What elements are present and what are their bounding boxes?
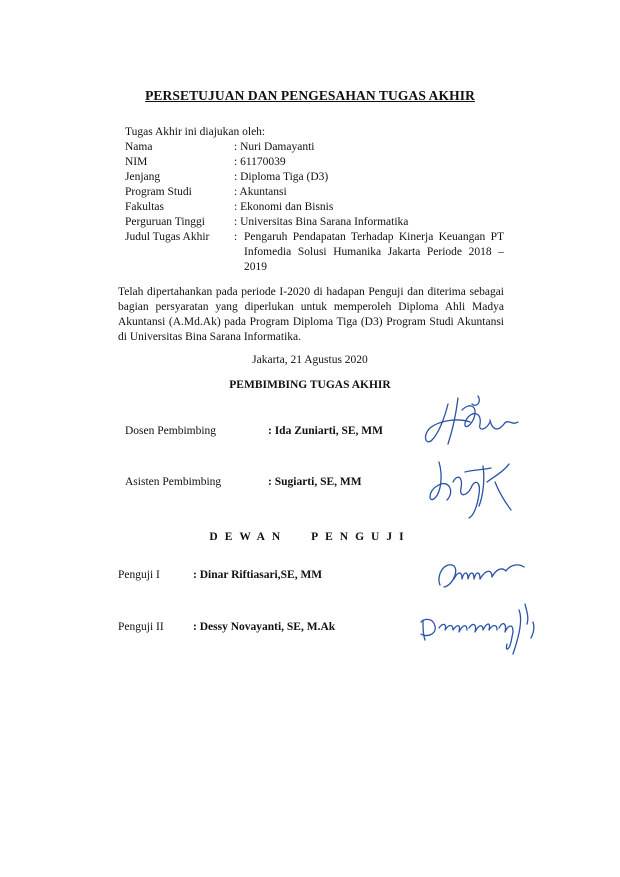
field-value: : (234, 231, 238, 243)
role-label: Penguji I (118, 569, 160, 581)
field-label: Nama (125, 141, 153, 153)
penguji-2-signature (415, 598, 545, 660)
field-value: : 61170039 (234, 156, 286, 168)
field-value: : Ekonomi dan Bisnis (234, 201, 334, 213)
role-label: Penguji II (118, 621, 164, 633)
penguji-1-row (118, 569, 322, 581)
info-row-nim (125, 155, 499, 170)
asisten-pembimbing-row (125, 476, 362, 488)
field-label: Perguruan Tinggi (125, 216, 205, 228)
field-value: : Universitas Bina Sarana Informatika (234, 216, 409, 228)
person-name: : Sugiarti, SE, MM (268, 476, 362, 488)
pembimbing-heading: PEMBIMBING TUGAS AKHIR (229, 379, 391, 391)
person-name: : Dessy Novayanti, SE, M.Ak (193, 621, 336, 633)
person-name: : Ida Zuniarti, SE, MM (268, 425, 384, 437)
role-label: Dosen Pembimbing (125, 425, 217, 437)
field-value: : Akuntansi (234, 186, 287, 198)
dosen-pembimbing-signature (418, 392, 528, 452)
thesis-title: Pengaruh Pendapatan Terhadap Kinerja Keuangan PT Infomedia Solusi Humanika Jakarta Periode 2018 – 2019 (244, 231, 504, 273)
field-value: : Diploma Tiga (D3) (234, 171, 329, 183)
field-label: Judul Tugas Akhir (125, 231, 210, 243)
dewan-penguji-heading: DEWAN PENGUJI (209, 531, 411, 543)
info-row-fakultas (125, 200, 499, 215)
dosen-pembimbing-row (125, 425, 383, 437)
info-row-program-studi (125, 185, 499, 200)
field-label: Fakultas (125, 201, 164, 213)
place-date: Jakarta, 21 Agustus 2020 (252, 354, 368, 366)
page-title: PERSETUJUAN DAN PENGESAHAN TUGAS AKHIR (145, 88, 475, 103)
field-label: Jenjang (125, 171, 161, 183)
person-name: : Dinar Riftiasari,SE, MM (193, 569, 323, 581)
info-row-perguruan-tinggi (125, 215, 499, 230)
approval-paragraph: Telah dipertahankan pada periode I-2020 di hadapan Penguji dan diterima sebagai bagian persyaratan yang diperlukan untuk memperoleh Diploma Ahli Madya Akuntansi (A.Md.Ak) pada Program Diploma Tiga (D3) Program Studi Akuntansi di Universitas Bina Sarana Informatika. (118, 286, 504, 343)
asisten-pembimbing-signature (425, 452, 520, 522)
field-value: : Nuri Damayanti (234, 141, 315, 153)
penguji-1-signature (430, 555, 530, 593)
penguji-2-row (118, 621, 335, 633)
role-label: Asisten Pembimbing (125, 476, 222, 488)
field-label: Program Studi (125, 186, 192, 198)
info-row-jenjang (125, 170, 499, 185)
info-row-nama (125, 140, 499, 155)
intro-text: Tugas Akhir ini diajukan oleh: (125, 126, 266, 138)
field-label: NIM (125, 156, 148, 168)
